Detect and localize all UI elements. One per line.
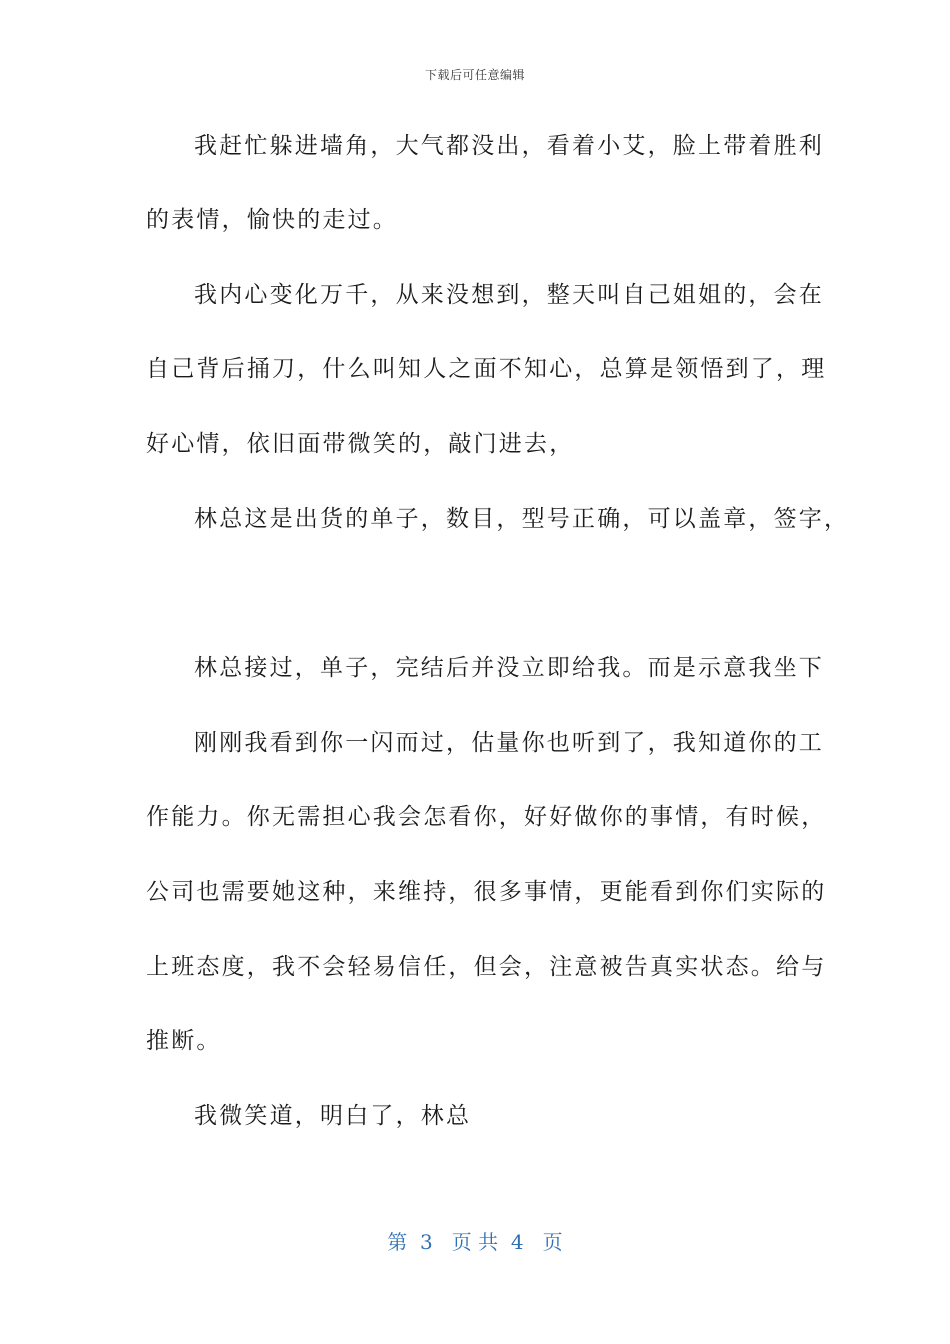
paragraph-line: 好心情，依旧面带微笑的，敲门进去， [146,431,575,457]
paragraph-line: 林总这是出货的单子，数目，型号正确，可以盖章，签字， [194,506,850,532]
page-number-footer: 第 3 页 共 4 页 [387,1230,563,1254]
paragraph-line: 自己背后捅刀，什么叫知人之面不知心，总算是领悟到了，理 [146,356,827,382]
paragraph-line: 我微笑道，明白了，林总 [194,1103,472,1129]
paragraph-line: 我赶忙躲进墙角，大气都没出，看着小艾，脸上带着胜利 [194,133,824,159]
page-header: 下载后可任意编辑 [424,68,525,82]
paragraph-line: 公司也需要她这种，来维持，很多事情，更能看到你们实际的 [146,879,827,905]
paragraph-line: 推断。 [146,1028,222,1054]
paragraph-line: 上班态度，我不会轻易信任，但会，注意被告真实状态。给与 [146,954,827,980]
paragraph-line: 林总接过，单子，完结后并没立即给我。而是示意我坐下 [194,655,824,681]
paragraph-line: 我内心变化万千，从来没想到，整天叫自己姐姐的，会在 [194,282,824,308]
paragraph-line: 的表情，愉快的走过。 [146,207,398,233]
paragraph-line: 刚刚我看到你一闪而过，估量你也听到了，我知道你的工 [194,730,824,756]
paragraph-line: 作能力。你无需担心我会怎看你，好好做你的事情，有时候， [146,804,827,830]
